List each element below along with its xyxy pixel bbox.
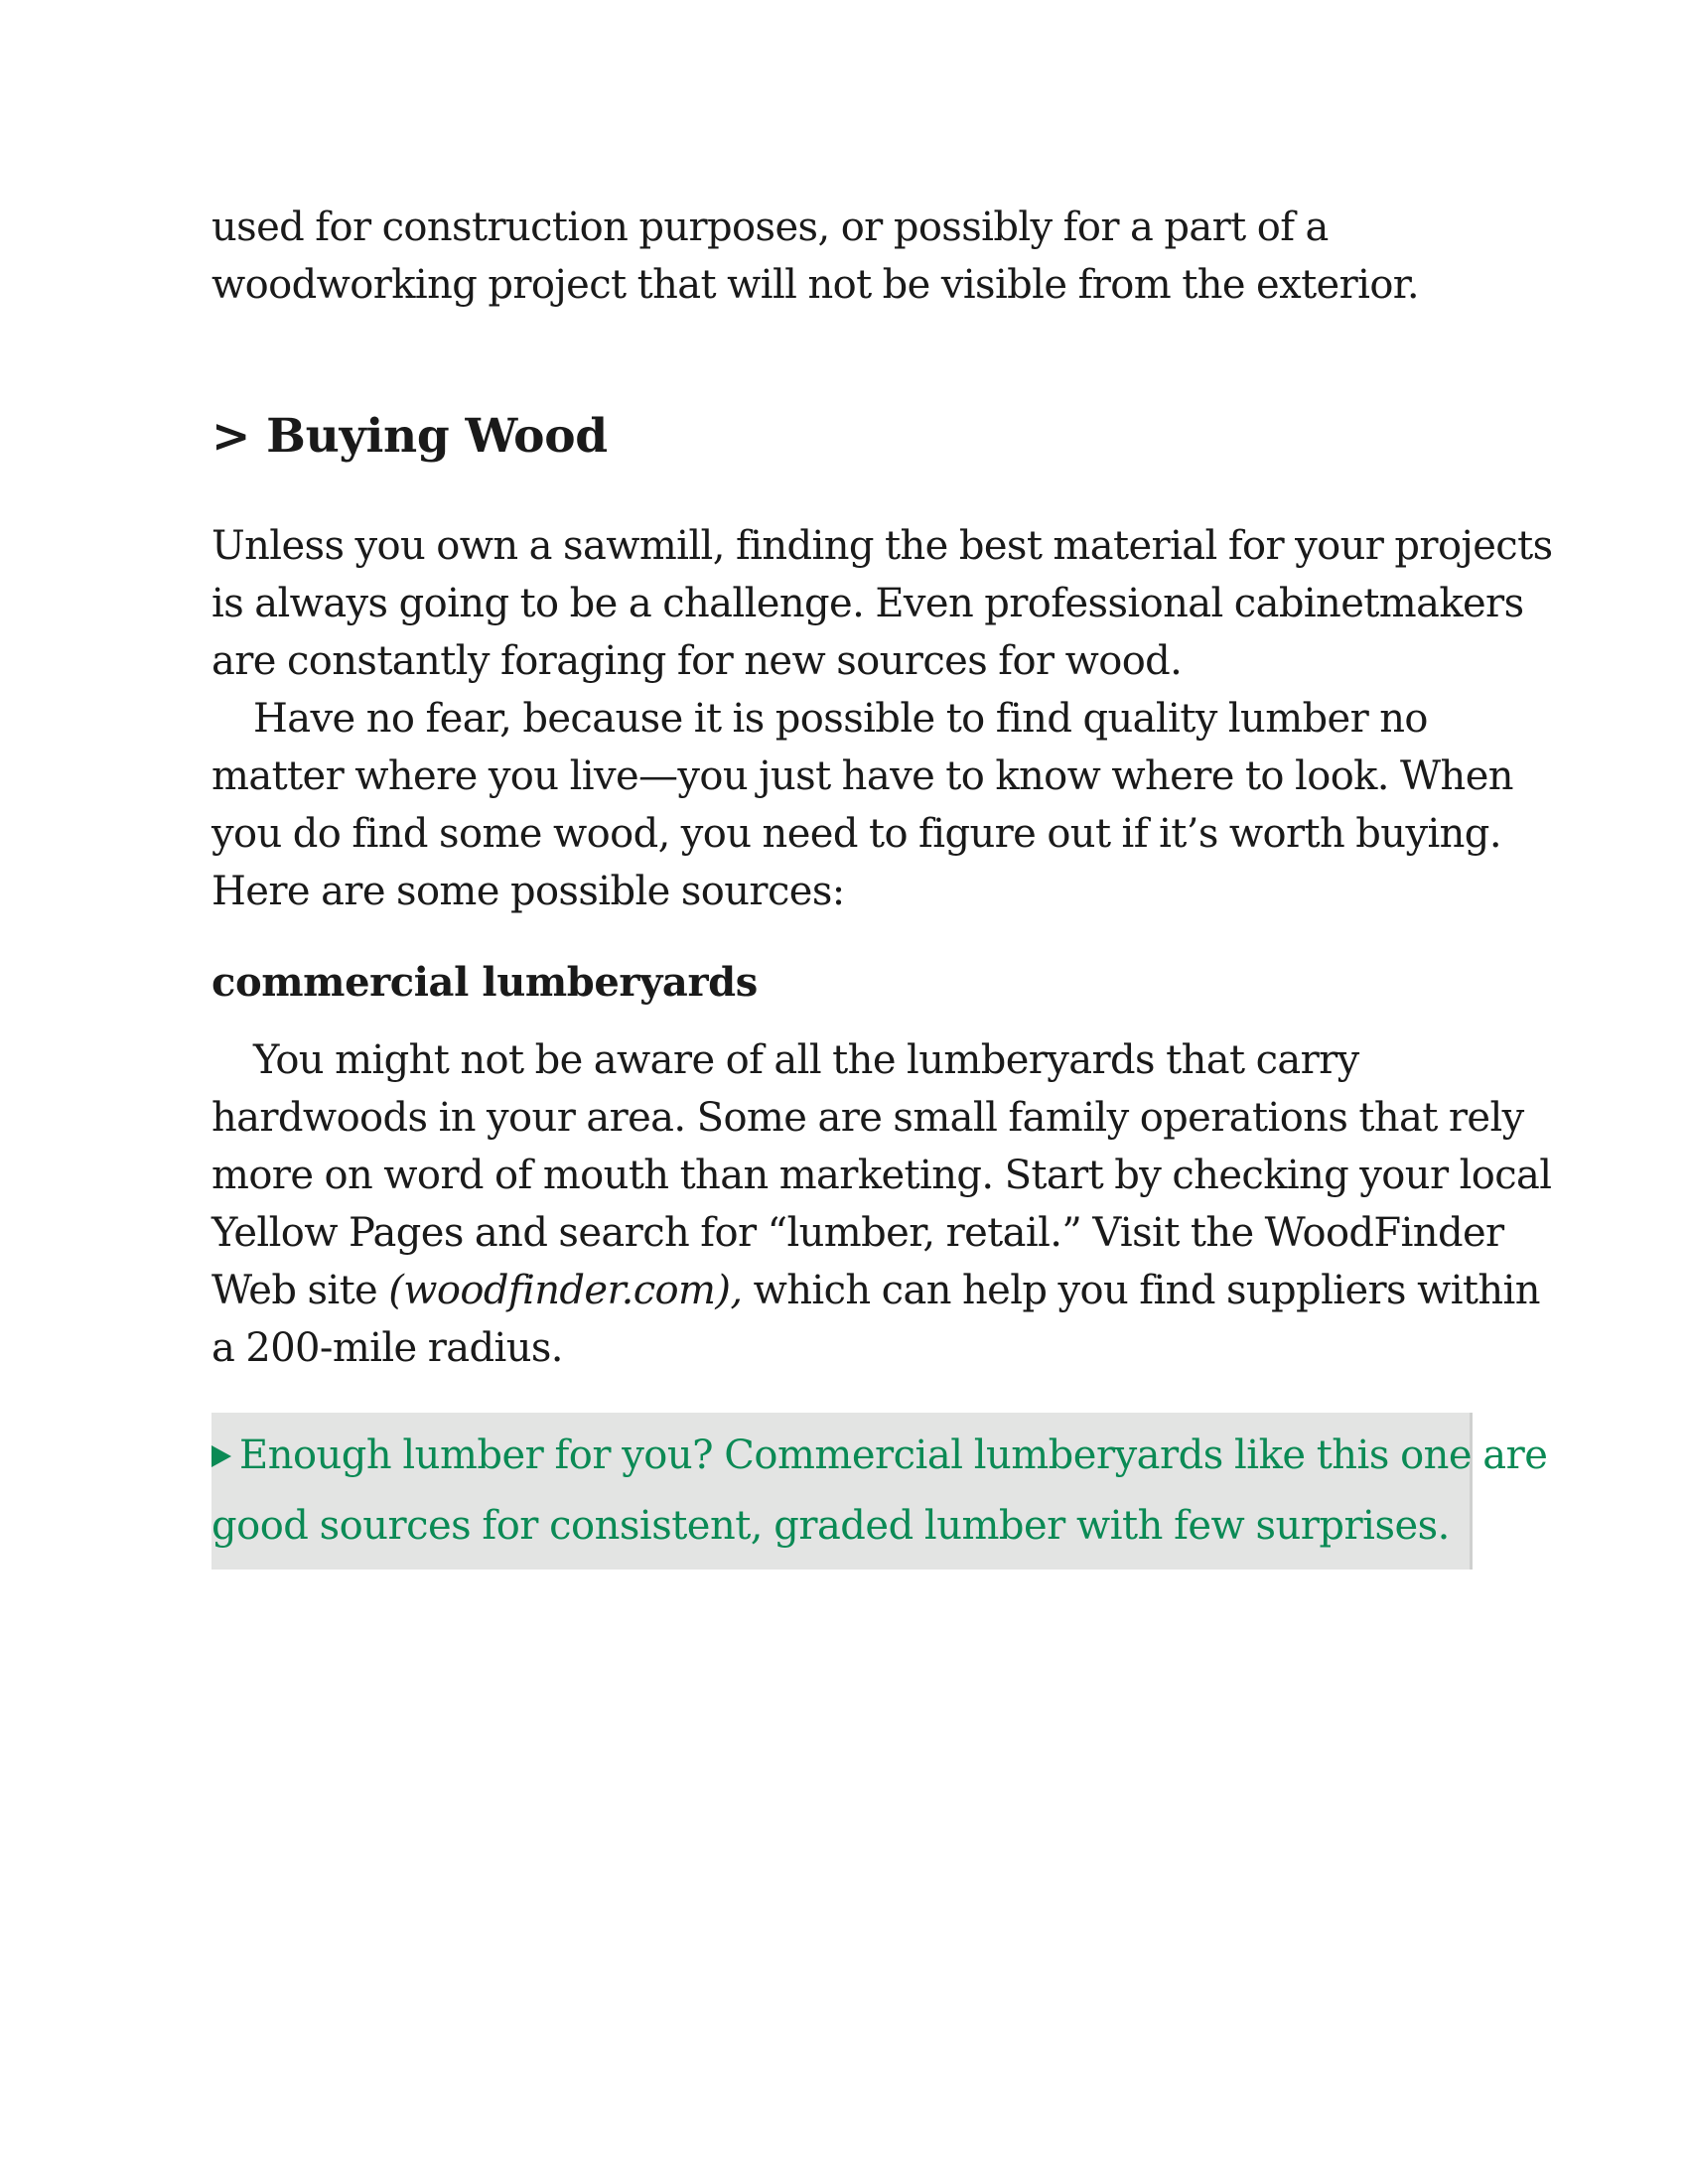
paragraph-line [211, 1262, 1540, 1319]
section-paragraph-2 [211, 690, 1513, 920]
paragraph-line: hardwoods in your area. Some are small family operations that rely [211, 1095, 1524, 1141]
intro-paragraph [211, 199, 1482, 314]
caption-line-text: Enough lumber for you? Commercial lumberyards like this one are [239, 1433, 1548, 1478]
line-text: which can help you find suppliers within [742, 1268, 1540, 1313]
photo-caption [211, 1413, 1548, 1570]
section-paragraph-1 [211, 517, 1553, 690]
paragraph-line: Unless you own a sawmill, finding the best material for your projects [211, 523, 1553, 569]
paragraph-line: Here are some possible sources: [211, 869, 845, 914]
paragraph-line: you do find some wood, you need to figure out if it’s worth buying. [211, 811, 1501, 857]
caption-line [211, 1421, 1548, 1491]
line-text: Web site [211, 1268, 389, 1313]
website-reference: (woodfinder.com), [388, 1268, 743, 1313]
caption-line: good sources for consistent, graded lumber with few surprises. [211, 1503, 1450, 1549]
subsection-paragraph [211, 1031, 1552, 1377]
paragraph-line: more on word of mouth than marketing. Start by checking your local [211, 1153, 1552, 1198]
paragraph-line: a 200-mile radius. [211, 1325, 563, 1371]
play-arrow-icon [211, 1445, 231, 1467]
page-content [211, 199, 1553, 1570]
intro-line: used for construction purposes, or possibly for a part of a [211, 205, 1329, 250]
subsection-heading: commercial lumberyards [211, 959, 758, 1006]
section-heading: > Buying Wood [211, 409, 608, 464]
caption-text [211, 1421, 1548, 1562]
paragraph-line: is always going to be a challenge. Even professional cabinetmakers [211, 581, 1524, 626]
paragraph-line: You might not be aware of all the lumberyards that carry [253, 1037, 1359, 1083]
intro-line: woodworking project that will not be visible from the exterior. [211, 262, 1420, 308]
paragraph-line: Have no fear, because it is possible to find quality lumber no [253, 696, 1428, 742]
paragraph-line: Yellow Pages and search for “lumber, retail.” Visit the WoodFinder [211, 1210, 1504, 1256]
paragraph-line: are constantly foraging for new sources for wood. [211, 638, 1183, 684]
paragraph-line: matter where you live—you just have to know where to look. When [211, 753, 1513, 799]
